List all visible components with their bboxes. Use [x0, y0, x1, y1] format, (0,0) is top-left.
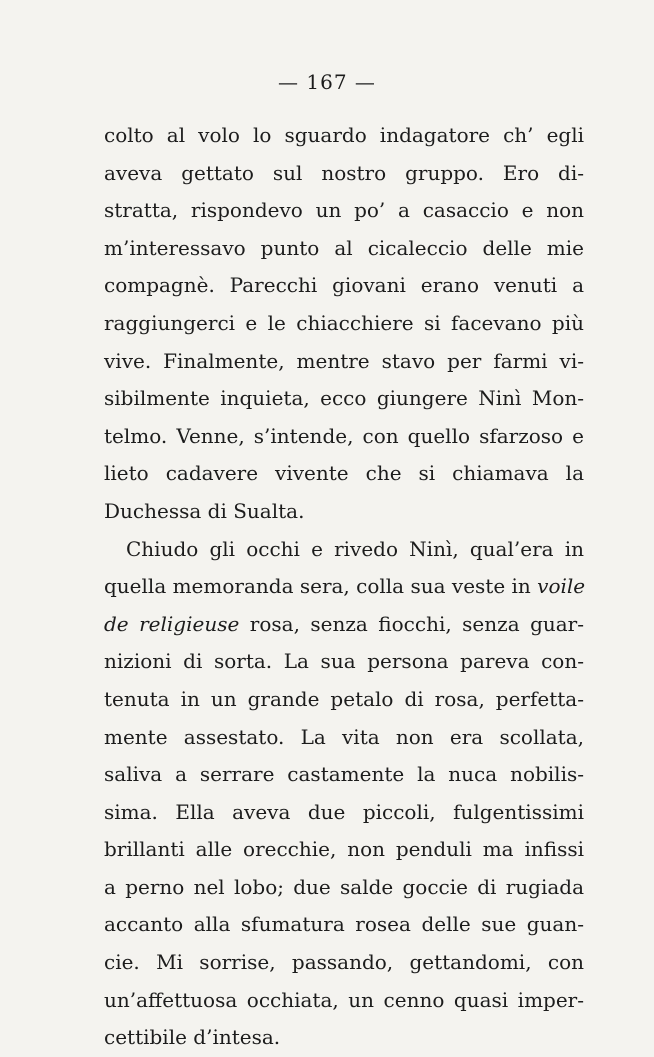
text-line: a perno nel lobo; due salde goccie di rugiada: [104, 874, 584, 899]
text-line: nizioni di sorta. La sua persona pareva con-: [104, 649, 584, 674]
text-line: lieto cadavere vivente che si chiamava la: [104, 461, 584, 486]
text-line: brillanti alle orecchie, non penduli ma infissi: [104, 837, 584, 862]
text-line: m’interessavo punto al cicaleccio delle mie: [104, 235, 584, 260]
text-line: un’affettuosa occhiata, un cenno quasi imper-: [104, 987, 584, 1012]
text-line: cie. Mi sorrise, passando, gettandomi, con: [104, 950, 584, 975]
text-line: tenuta in un grande petalo di rosa, perfetta-: [104, 686, 584, 711]
text-line: stratta, rispondevo un po’ a casaccio e non: [104, 198, 584, 223]
text-line: sima. Ella aveva due piccoli, fulgentissimi: [104, 799, 584, 824]
text-line: saliva a serrare castamente la nuca nobilis-: [104, 762, 584, 787]
text-segment: rosa, senza fiocchi, senza guar-: [249, 611, 585, 636]
text-line: compagnè. Parecchi giovani erano venuti a: [104, 273, 584, 298]
text-line-with-italic: [104, 606, 584, 644]
text-line: mente assestato. La vita non era scollata,: [104, 724, 584, 749]
italic-term: voile: [537, 574, 586, 599]
text-line: telmo. Venne, s’intende, con quello sfarzoso e: [104, 423, 584, 448]
text-line: Chiudo gli occhi e rivedo Ninì, qual’era in: [126, 536, 584, 561]
text-segment: quella memoranda sera, colla sua veste in: [104, 574, 531, 599]
text-line: Duchessa di Sualta.: [104, 498, 305, 523]
italic-term: de religieuse: [104, 611, 240, 636]
text-line-with-italic: [104, 568, 584, 606]
text-line: sibilmente inquieta, ecco giungere Ninì Mon-: [104, 386, 584, 411]
text-line: accanto alla sfumatura rosea delle sue guan-: [104, 912, 584, 937]
text-line: colto al volo lo sguardo indagatore ch’ egli: [104, 123, 584, 147]
text-line: raggiungerci e le chiacchiere si facevano più: [104, 310, 584, 335]
page-number: — 167 —: [278, 70, 376, 94]
text-line: cettibile d’intesa.: [104, 1025, 281, 1050]
text-line: vive. Finalmente, mentre stavo per farmi vi-: [104, 348, 584, 373]
text-line: aveva gettato sul nostro gruppo. Ero di-: [104, 160, 584, 185]
body-text: [104, 117, 584, 1057]
